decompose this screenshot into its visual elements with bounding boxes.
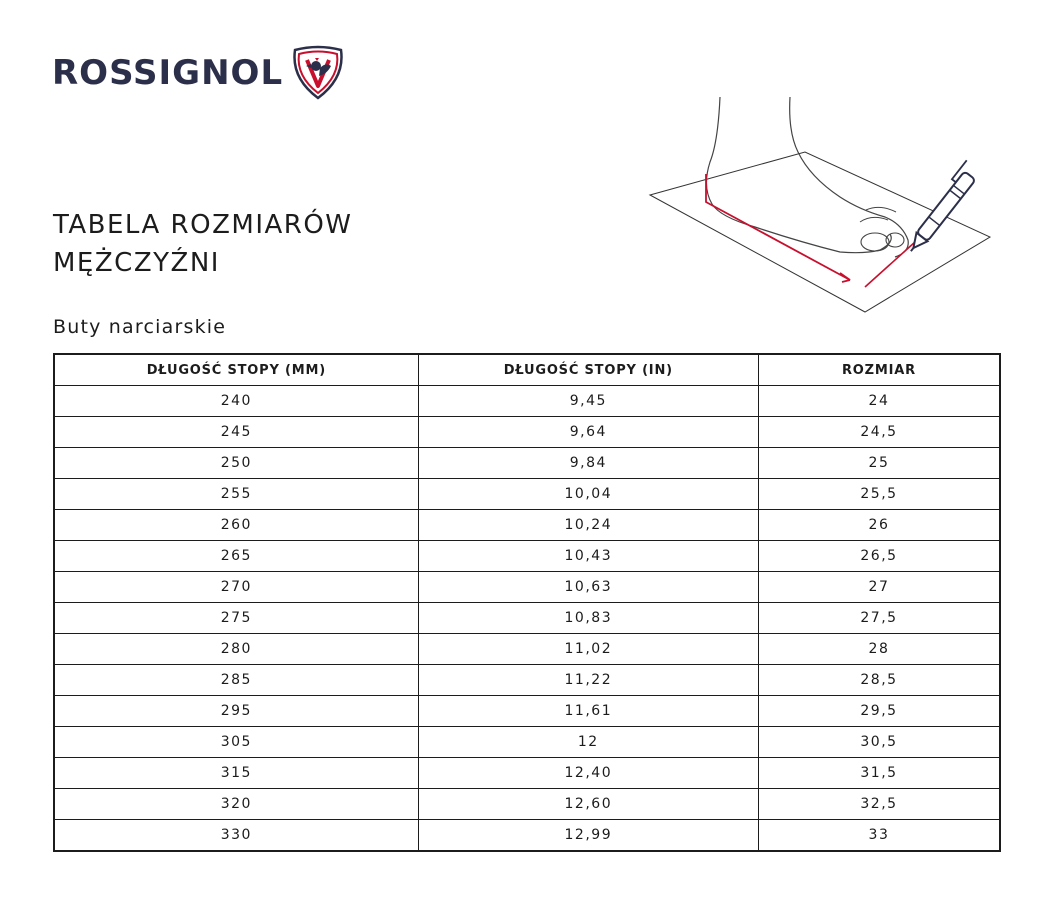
cell-in: 10,43 [418, 541, 758, 572]
cell-mm: 275 [54, 603, 418, 634]
cell-mm: 270 [54, 572, 418, 603]
cell-size: 24 [758, 386, 1000, 417]
cell-in: 10,24 [418, 510, 758, 541]
table-row [54, 696, 1000, 727]
cell-size: 29,5 [758, 696, 1000, 727]
cell-mm: 280 [54, 634, 418, 665]
cell-size: 28 [758, 634, 1000, 665]
cell-in: 10,63 [418, 572, 758, 603]
table-row [54, 448, 1000, 479]
header-foot-length-mm: DŁUGOŚĆ STOPY (MM) [54, 354, 418, 386]
table-row [54, 789, 1000, 820]
cell-size: 26 [758, 510, 1000, 541]
header-foot-length-in: DŁUGOŚĆ STOPY (IN) [418, 354, 758, 386]
cell-mm: 250 [54, 448, 418, 479]
cell-in: 9,64 [418, 417, 758, 448]
cell-in: 10,83 [418, 603, 758, 634]
title-line-1: TABELA ROZMIARÓW [53, 210, 353, 240]
cell-mm: 245 [54, 417, 418, 448]
cell-in: 12,99 [418, 820, 758, 852]
cell-in: 9,84 [418, 448, 758, 479]
table-row [54, 758, 1000, 789]
table-row [54, 727, 1000, 758]
cell-size: 25,5 [758, 479, 1000, 510]
cell-mm: 255 [54, 479, 418, 510]
cell-size: 30,5 [758, 727, 1000, 758]
size-table [53, 353, 1001, 852]
cell-size: 28,5 [758, 665, 1000, 696]
cell-mm: 240 [54, 386, 418, 417]
cell-mm: 295 [54, 696, 418, 727]
foot-measuring-icon [640, 92, 1000, 322]
brand-name: ROSSIGNOL [52, 53, 284, 93]
table-row [54, 479, 1000, 510]
cell-in: 12,60 [418, 789, 758, 820]
rooster-shield-icon [289, 44, 347, 102]
table-header-row [54, 354, 1000, 386]
cell-size: 31,5 [758, 758, 1000, 789]
cell-in: 12 [418, 727, 758, 758]
table-row [54, 510, 1000, 541]
cell-mm: 285 [54, 665, 418, 696]
cell-in: 11,61 [418, 696, 758, 727]
cell-in: 12,40 [418, 758, 758, 789]
cell-size: 27 [758, 572, 1000, 603]
cell-size: 26,5 [758, 541, 1000, 572]
cell-mm: 265 [54, 541, 418, 572]
cell-size: 25 [758, 448, 1000, 479]
cell-in: 9,45 [418, 386, 758, 417]
cell-mm: 320 [54, 789, 418, 820]
cell-size: 33 [758, 820, 1000, 852]
cell-in: 10,04 [418, 479, 758, 510]
table-row [54, 665, 1000, 696]
brand-logo [52, 44, 347, 102]
table-row [54, 386, 1000, 417]
cell-mm: 330 [54, 820, 418, 852]
title-line-2: MĘŻCZYŹNI [53, 248, 220, 278]
table-row [54, 417, 1000, 448]
subtitle: Buty narciarskie [53, 316, 227, 338]
cell-size: 24,5 [758, 417, 1000, 448]
cell-mm: 315 [54, 758, 418, 789]
table-row [54, 820, 1000, 852]
header-size: ROZMIAR [758, 354, 1000, 386]
cell-mm: 305 [54, 727, 418, 758]
table-row [54, 541, 1000, 572]
table-row [54, 572, 1000, 603]
table-row [54, 603, 1000, 634]
cell-mm: 260 [54, 510, 418, 541]
page-title [53, 206, 353, 282]
cell-size: 32,5 [758, 789, 1000, 820]
cell-in: 11,02 [418, 634, 758, 665]
cell-size: 27,5 [758, 603, 1000, 634]
table-row [54, 634, 1000, 665]
cell-in: 11,22 [418, 665, 758, 696]
